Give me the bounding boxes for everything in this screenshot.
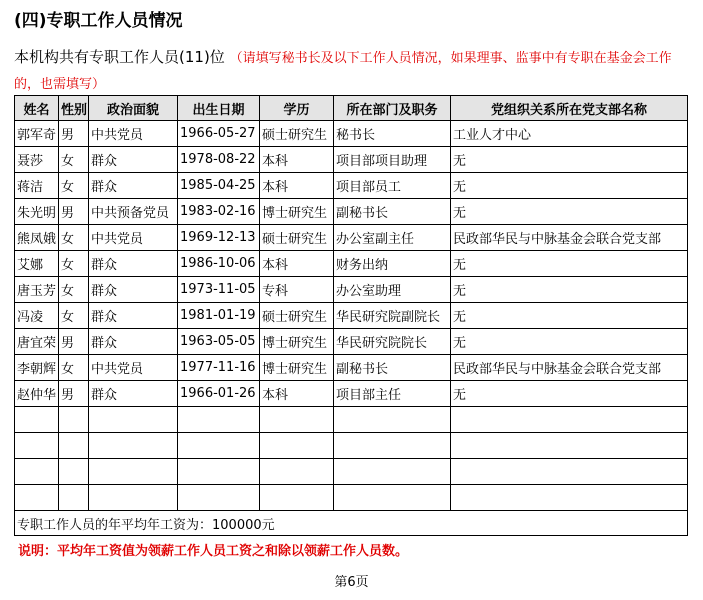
table-cell: 群众 [89, 147, 178, 173]
table-cell: 群众 [89, 381, 178, 407]
table-cell: 男 [59, 381, 89, 407]
table-cell: 李朝辉 [15, 355, 59, 381]
table-cell: 艾娜 [15, 251, 59, 277]
staff-table [14, 95, 688, 536]
table-cell: 秘书长 [334, 121, 451, 147]
table-cell: 1981-01-19 [178, 303, 260, 329]
column-header: 出生日期 [178, 96, 260, 121]
table-cell: 本科 [260, 173, 334, 199]
empty-table-cell [59, 433, 89, 459]
table-cell: 副秘书长 [334, 199, 451, 225]
table-cell: 中共党员 [89, 225, 178, 251]
fill-instruction-note: （请填写秘书长及以下工作人员情况，如果理事、监事中有专职在基金会工作的，也需填写） [14, 51, 672, 92]
table-cell: 项目部员工 [334, 173, 451, 199]
table-cell: 无 [451, 199, 688, 225]
table-cell: 群众 [89, 251, 178, 277]
empty-table-cell [59, 407, 89, 433]
table-cell: 女 [59, 173, 89, 199]
table-cell: 群众 [89, 329, 178, 355]
table-cell: 办公室助理 [334, 277, 451, 303]
empty-table-cell [89, 407, 178, 433]
empty-table-row [15, 459, 688, 485]
empty-table-cell [451, 433, 688, 459]
table-cell: 1983-02-16 [178, 199, 260, 225]
empty-table-cell [178, 485, 260, 511]
table-cell: 博士研究生 [260, 355, 334, 381]
table-row [15, 251, 688, 277]
table-cell: 聂莎 [15, 147, 59, 173]
table-cell: 华民研究院院长 [334, 329, 451, 355]
table-row [15, 225, 688, 251]
table-cell: 民政部华民与中脉基金会联合党支部 [451, 355, 688, 381]
staff-count-text: 本机构共有专职工作人员(11)位 [14, 48, 225, 66]
average-salary-text: 专职工作人员的年平均年工资为：100000元 [15, 511, 688, 536]
empty-table-cell [89, 485, 178, 511]
salary-summary-row [15, 511, 688, 536]
column-header: 性别 [59, 96, 89, 121]
table-cell: 唐玉芳 [15, 277, 59, 303]
empty-table-cell [15, 485, 59, 511]
salary-footnote: 说明：平均年工资值为领薪工作人员工资之和除以领薪工作人员数。 [18, 544, 409, 559]
empty-table-cell [260, 459, 334, 485]
empty-table-cell [451, 485, 688, 511]
table-cell: 群众 [89, 277, 178, 303]
empty-table-cell [89, 459, 178, 485]
intro-paragraph [14, 45, 694, 97]
table-row [15, 303, 688, 329]
column-header: 姓名 [15, 96, 59, 121]
table-cell: 本科 [260, 251, 334, 277]
table-cell: 女 [59, 147, 89, 173]
table-cell: 办公室副主任 [334, 225, 451, 251]
table-cell: 1966-05-27 [178, 121, 260, 147]
table-cell: 硕士研究生 [260, 225, 334, 251]
empty-table-cell [451, 459, 688, 485]
table-cell: 蒋洁 [15, 173, 59, 199]
table-cell: 男 [59, 199, 89, 225]
table-cell: 朱光明 [15, 199, 59, 225]
table-header-row [15, 96, 688, 121]
empty-table-row [15, 433, 688, 459]
column-header: 政治面貌 [89, 96, 178, 121]
column-header: 所在部门及职务 [334, 96, 451, 121]
table-cell: 女 [59, 277, 89, 303]
table-cell: 熊凤娥 [15, 225, 59, 251]
table-cell: 项目部主任 [334, 381, 451, 407]
table-row [15, 199, 688, 225]
table-row [15, 147, 688, 173]
table-cell: 无 [451, 329, 688, 355]
table-cell: 男 [59, 121, 89, 147]
empty-table-cell [15, 433, 59, 459]
table-cell: 工业人才中心 [451, 121, 688, 147]
column-header: 党组织关系所在党支部名称 [451, 96, 688, 121]
table-cell: 1963-05-05 [178, 329, 260, 355]
empty-table-cell [178, 459, 260, 485]
column-header: 学历 [260, 96, 334, 121]
empty-table-cell [451, 407, 688, 433]
empty-table-cell [334, 485, 451, 511]
table-cell: 财务出纳 [334, 251, 451, 277]
table-row [15, 121, 688, 147]
table-cell: 1966-01-26 [178, 381, 260, 407]
table-cell: 郭军奇 [15, 121, 59, 147]
table-cell: 群众 [89, 173, 178, 199]
empty-table-row [15, 407, 688, 433]
empty-table-cell [334, 407, 451, 433]
table-cell: 无 [451, 277, 688, 303]
table-cell: 1973-11-05 [178, 277, 260, 303]
table-cell: 无 [451, 303, 688, 329]
table-cell: 无 [451, 173, 688, 199]
empty-table-cell [260, 407, 334, 433]
empty-table-cell [260, 485, 334, 511]
table-cell: 专科 [260, 277, 334, 303]
empty-table-cell [334, 433, 451, 459]
table-cell: 赵仲华 [15, 381, 59, 407]
empty-table-cell [89, 433, 178, 459]
table-cell: 群众 [89, 303, 178, 329]
table-cell: 1977-11-16 [178, 355, 260, 381]
page-number: 第6页 [334, 575, 369, 590]
table-cell: 中共党员 [89, 355, 178, 381]
table-cell: 民政部华民与中脉基金会联合党支部 [451, 225, 688, 251]
empty-table-cell [59, 485, 89, 511]
table-cell: 1985-04-25 [178, 173, 260, 199]
table-cell: 中共党员 [89, 121, 178, 147]
table-cell: 1969-12-13 [178, 225, 260, 251]
table-cell: 无 [451, 381, 688, 407]
table-cell: 男 [59, 329, 89, 355]
table-row [15, 277, 688, 303]
empty-table-cell [334, 459, 451, 485]
empty-table-cell [15, 459, 59, 485]
table-cell: 冯凌 [15, 303, 59, 329]
table-cell: 女 [59, 251, 89, 277]
empty-table-cell [178, 407, 260, 433]
table-cell: 华民研究院副院长 [334, 303, 451, 329]
table-row [15, 329, 688, 355]
table-cell: 唐宜荣 [15, 329, 59, 355]
table-cell: 本科 [260, 381, 334, 407]
table-cell: 女 [59, 355, 89, 381]
table-cell: 无 [451, 147, 688, 173]
empty-table-cell [260, 433, 334, 459]
table-cell: 1986-10-06 [178, 251, 260, 277]
empty-table-cell [59, 459, 89, 485]
table-cell: 博士研究生 [260, 329, 334, 355]
table-cell: 无 [451, 251, 688, 277]
table-row [15, 173, 688, 199]
empty-table-cell [15, 407, 59, 433]
table-cell: 项目部项目助理 [334, 147, 451, 173]
table-row [15, 381, 688, 407]
table-cell: 本科 [260, 147, 334, 173]
table-row [15, 355, 688, 381]
table-cell: 中共预备党员 [89, 199, 178, 225]
table-cell: 1978-08-22 [178, 147, 260, 173]
table-cell: 女 [59, 225, 89, 251]
section-title: (四)专职工作人员情况 [14, 11, 183, 31]
table-cell: 博士研究生 [260, 199, 334, 225]
table-cell: 硕士研究生 [260, 121, 334, 147]
table-cell: 副秘书长 [334, 355, 451, 381]
table-cell: 女 [59, 303, 89, 329]
empty-table-cell [178, 433, 260, 459]
table-cell: 硕士研究生 [260, 303, 334, 329]
empty-table-row [15, 485, 688, 511]
